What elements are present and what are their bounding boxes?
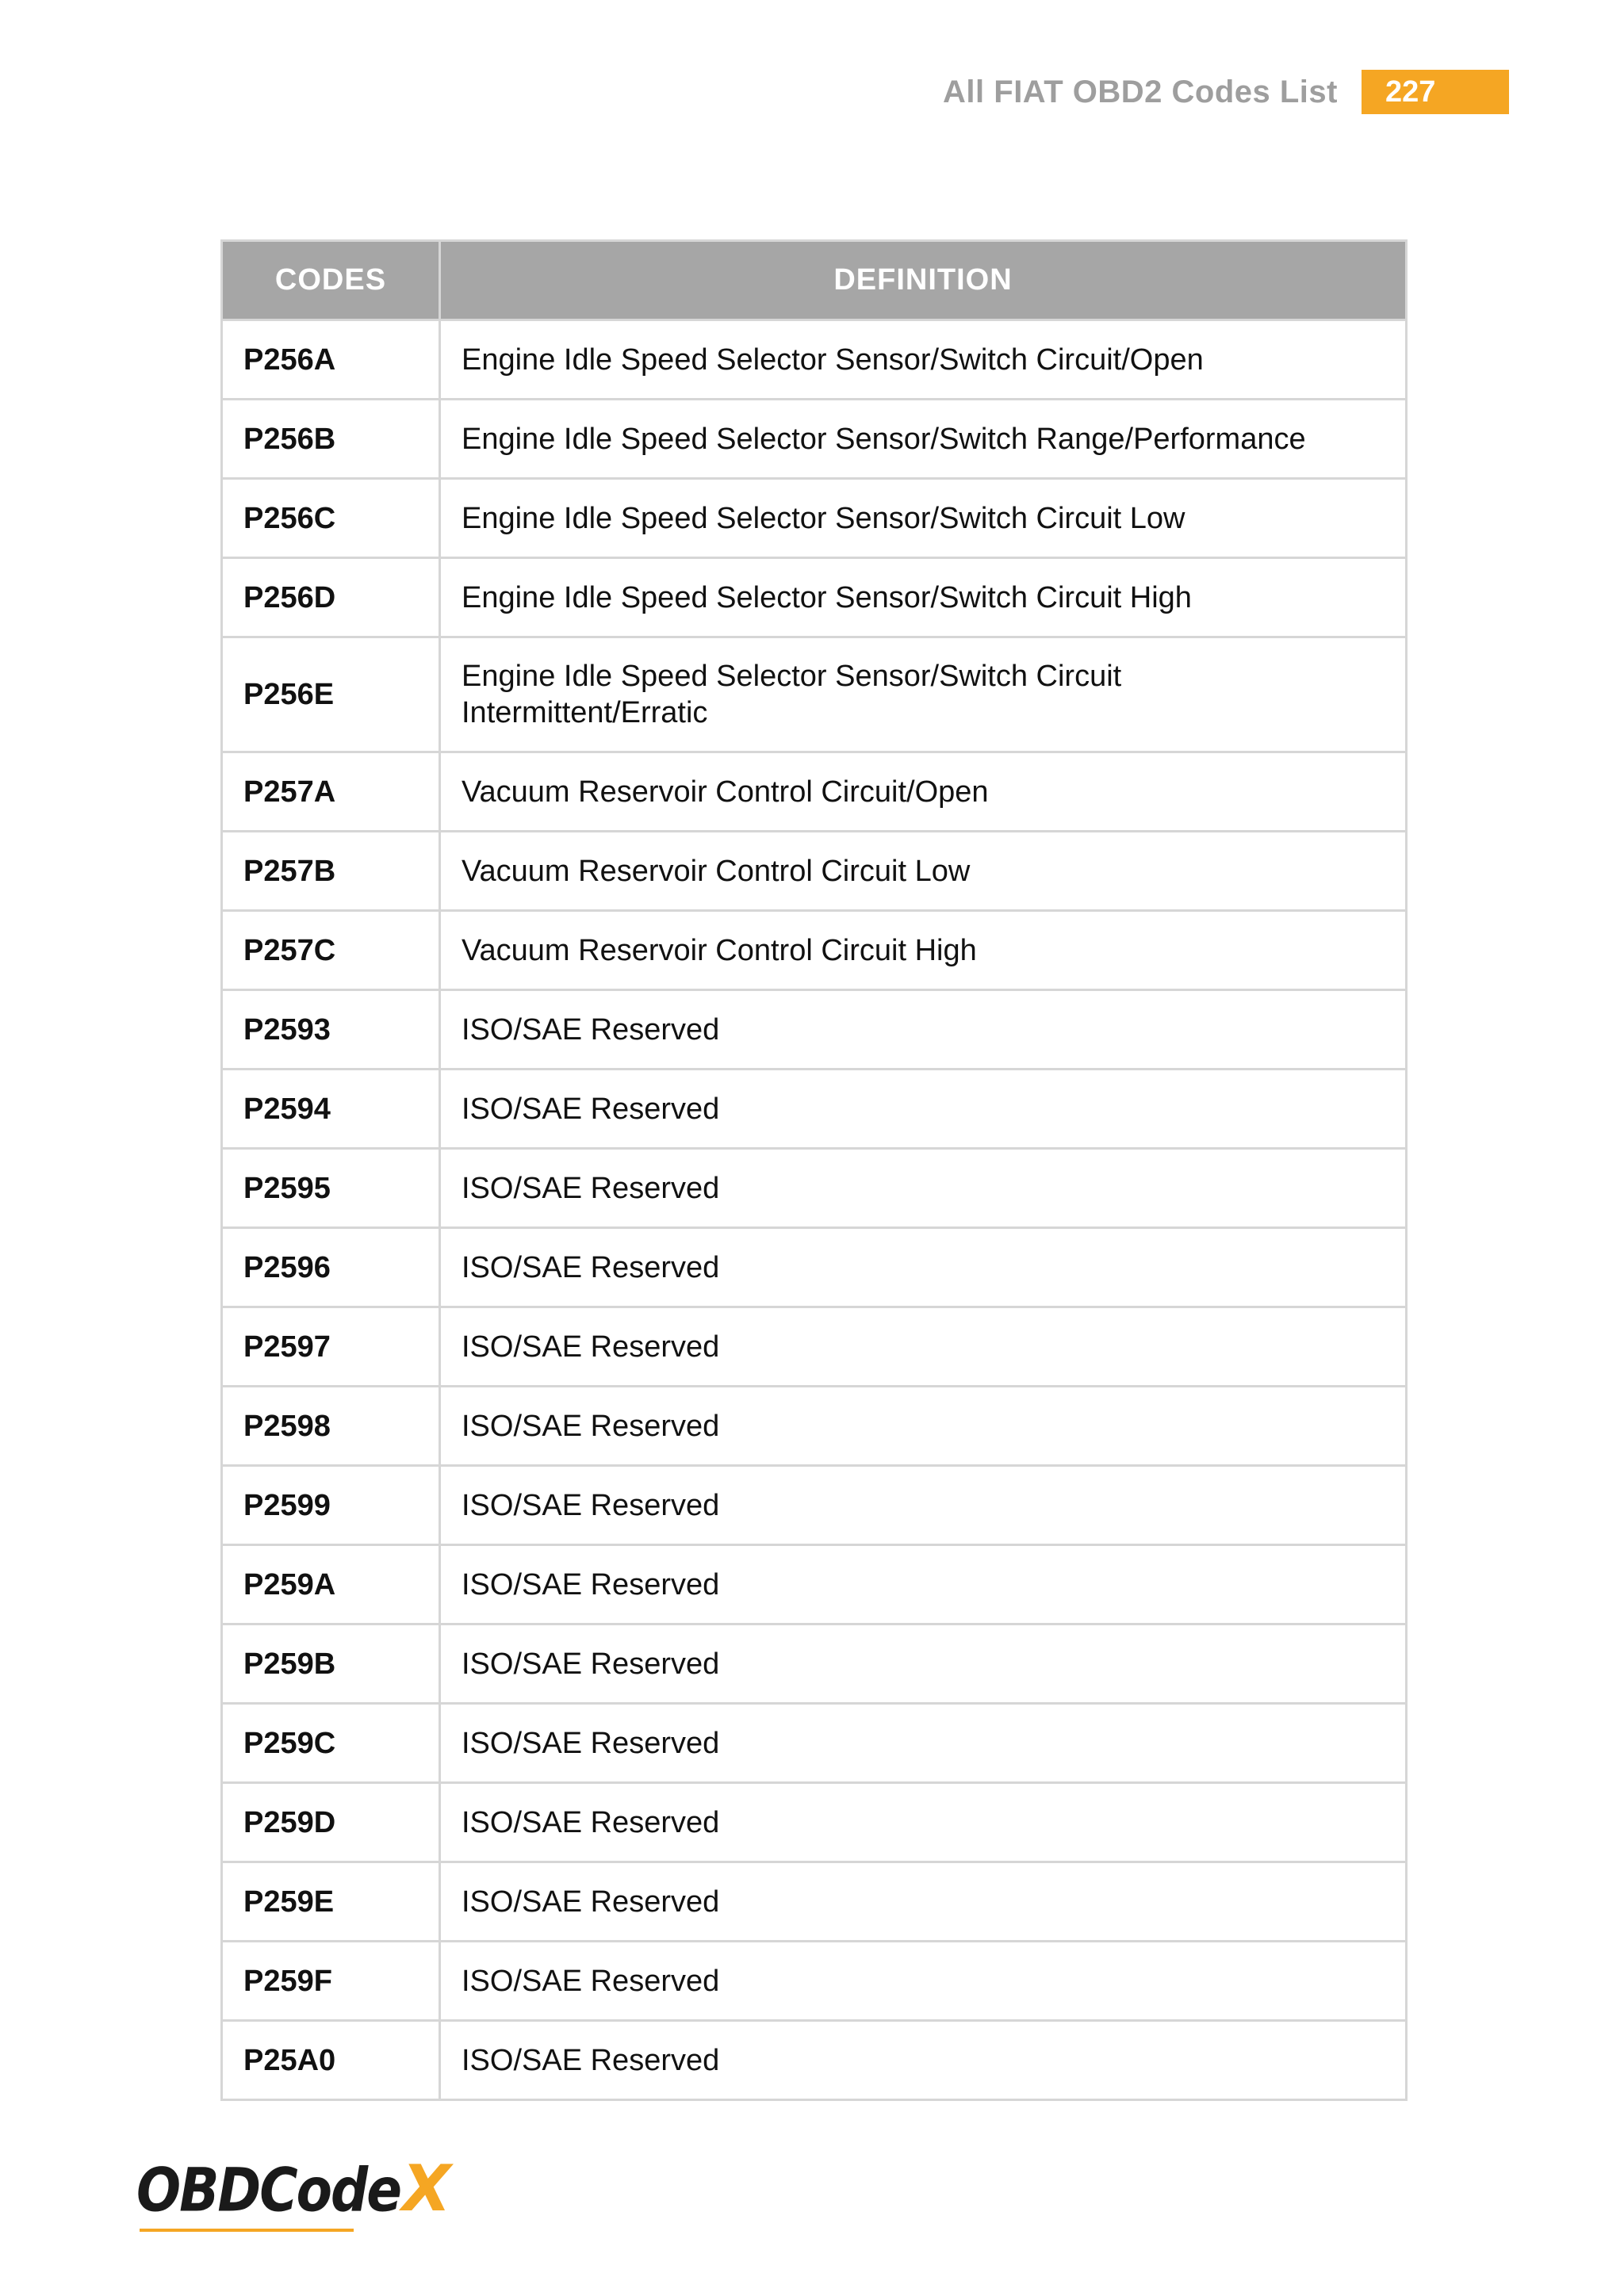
definition-cell: Vacuum Reservoir Control Circuit/Open xyxy=(440,752,1407,832)
table-row xyxy=(222,1862,1407,1942)
definition-cell: ISO/SAE Reserved xyxy=(440,1862,1407,1942)
logo-underline xyxy=(140,2229,354,2232)
definition-cell: ISO/SAE Reserved xyxy=(440,1545,1407,1624)
definition-cell: ISO/SAE Reserved xyxy=(440,1942,1407,2021)
code-cell: P2595 xyxy=(222,1149,440,1228)
code-cell: P257A xyxy=(222,752,440,832)
code-cell: P2597 xyxy=(222,1307,440,1387)
definition-cell: ISO/SAE Reserved xyxy=(440,1307,1407,1387)
code-cell: P2596 xyxy=(222,1228,440,1307)
definition-cell: Vacuum Reservoir Control Circuit High xyxy=(440,911,1407,990)
definition-cell: ISO/SAE Reserved xyxy=(440,1228,1407,1307)
definition-cell: ISO/SAE Reserved xyxy=(440,1070,1407,1149)
code-cell: P25A0 xyxy=(222,2021,440,2100)
definition-cell: Vacuum Reservoir Control Circuit Low xyxy=(440,832,1407,911)
definition-cell: ISO/SAE Reserved xyxy=(440,1783,1407,1862)
code-cell: P259F xyxy=(222,1942,440,2021)
table-header-row xyxy=(222,241,1407,320)
table-row xyxy=(222,1387,1407,1466)
definition-cell: ISO/SAE Reserved xyxy=(440,1387,1407,1466)
obdcodex-logo xyxy=(136,2152,451,2225)
definition-cell: ISO/SAE Reserved xyxy=(440,1149,1407,1228)
definition-cell: ISO/SAE Reserved xyxy=(440,1466,1407,1545)
table-row xyxy=(222,832,1407,911)
code-cell: P256A xyxy=(222,320,440,400)
table-row xyxy=(222,637,1407,752)
table-row xyxy=(222,1228,1407,1307)
code-cell: P259A xyxy=(222,1545,440,1624)
logo-x-mark: X xyxy=(401,2152,451,2225)
definition-cell: ISO/SAE Reserved xyxy=(440,1704,1407,1783)
definition-cell: ISO/SAE Reserved xyxy=(440,990,1407,1070)
definition-cell: ISO/SAE Reserved xyxy=(440,2021,1407,2100)
code-cell: P257C xyxy=(222,911,440,990)
page-header xyxy=(943,70,1509,114)
definition-cell: ISO/SAE Reserved xyxy=(440,1624,1407,1704)
code-cell: P259E xyxy=(222,1862,440,1942)
code-cell: P256B xyxy=(222,400,440,479)
page-number-badge: 227 xyxy=(1362,70,1509,114)
code-cell: P259C xyxy=(222,1704,440,1783)
definition-cell: Engine Idle Speed Selector Sensor/Switch Circuit High xyxy=(440,558,1407,637)
table-row xyxy=(222,752,1407,832)
codes-table xyxy=(220,239,1408,2101)
code-cell: P2598 xyxy=(222,1387,440,1466)
table-row xyxy=(222,479,1407,558)
definition-cell: Engine Idle Speed Selector Sensor/Switch Circuit Intermittent/Erratic xyxy=(440,637,1407,752)
table-row xyxy=(222,1149,1407,1228)
column-header-codes: CODES xyxy=(222,241,440,320)
code-cell: P2599 xyxy=(222,1466,440,1545)
table-row xyxy=(222,990,1407,1070)
table-row xyxy=(222,1783,1407,1862)
code-cell: P259B xyxy=(222,1624,440,1704)
code-cell: P256C xyxy=(222,479,440,558)
table-row xyxy=(222,1624,1407,1704)
table-row xyxy=(222,911,1407,990)
table-row xyxy=(222,1307,1407,1387)
table-row xyxy=(222,1466,1407,1545)
table-row xyxy=(222,400,1407,479)
code-cell: P2594 xyxy=(222,1070,440,1149)
table-row xyxy=(222,320,1407,400)
column-header-definition: DEFINITION xyxy=(440,241,1407,320)
logo-wordmark: OBDCode xyxy=(136,2155,400,2225)
definition-cell: Engine Idle Speed Selector Sensor/Switch Circuit Low xyxy=(440,479,1407,558)
code-cell: P257B xyxy=(222,832,440,911)
table-row xyxy=(222,558,1407,637)
definition-cell: Engine Idle Speed Selector Sensor/Switch Range/Performance xyxy=(440,400,1407,479)
document-title: All FIAT OBD2 Codes List xyxy=(943,74,1338,109)
code-cell: P256E xyxy=(222,637,440,752)
table-row xyxy=(222,1704,1407,1783)
table-row xyxy=(222,2021,1407,2100)
table-row xyxy=(222,1942,1407,2021)
code-cell: P2593 xyxy=(222,990,440,1070)
code-cell: P259D xyxy=(222,1783,440,1862)
code-cell: P256D xyxy=(222,558,440,637)
table-row xyxy=(222,1070,1407,1149)
definition-cell: Engine Idle Speed Selector Sensor/Switch Circuit/Open xyxy=(440,320,1407,400)
table-row xyxy=(222,1545,1407,1624)
